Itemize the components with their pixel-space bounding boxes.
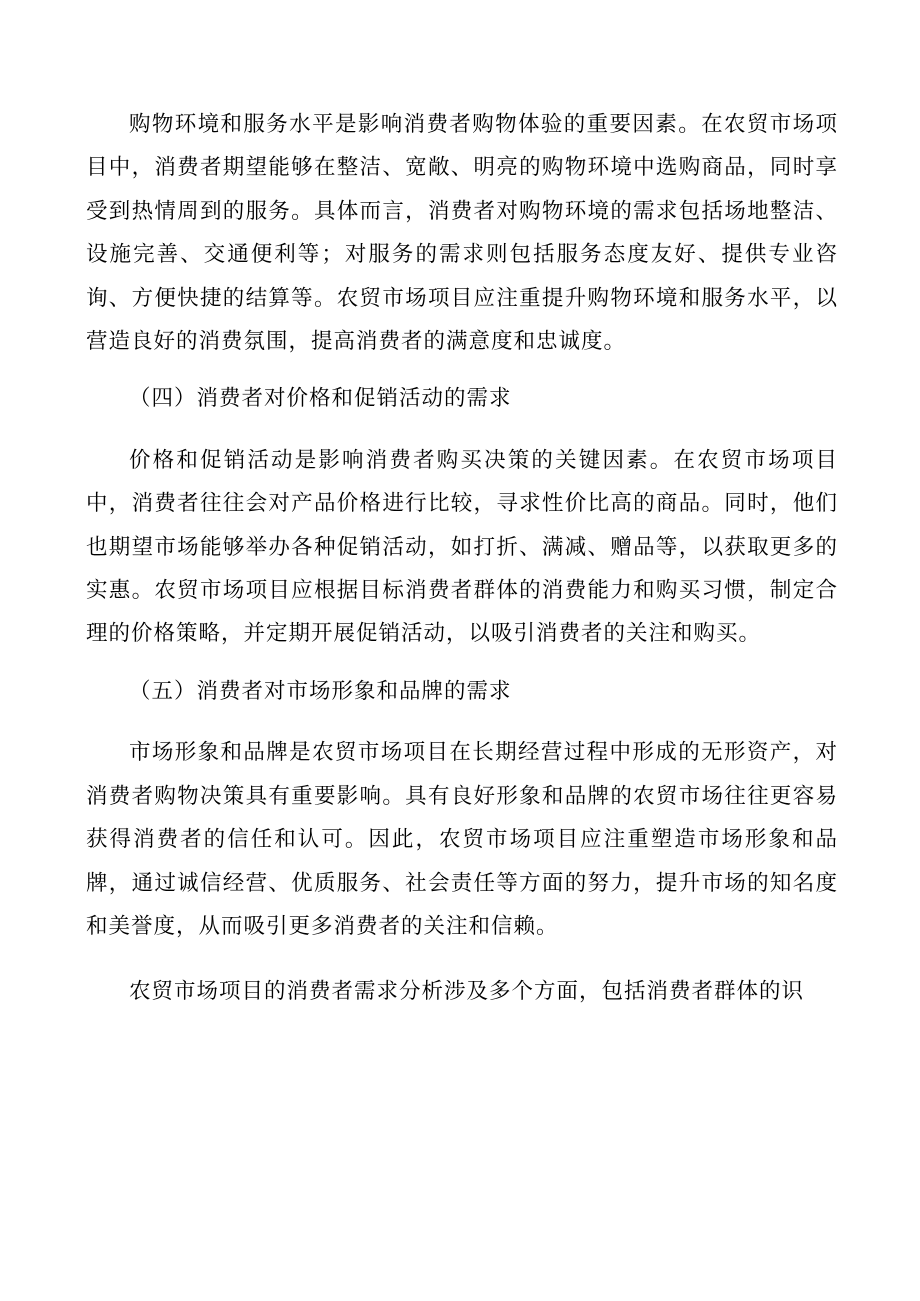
spacer: [86, 713, 838, 731]
paragraph-price-promotion: 价格和促销活动是影响消费者购买决策的关键因素。在农贸市场项目中，消费者往往会对产品价格进行比较，寻求性价比高的商品。同时，他们也期望市场能够举办各种促销活动，如打折、满减、赠品等，以获取更多的实惠。农贸市场项目应根据目标消费者群体的消费能力和购买习惯，制定合理的价格策略，并定期开展促销活动，以吸引消费者的关注和购买。: [86, 447, 838, 647]
spacer: [86, 363, 838, 377]
spacer: [86, 656, 838, 670]
spacer: [86, 421, 838, 439]
document-page: [86, 103, 838, 1014]
section-heading-5: （五）消费者对市场形象和品牌的需求: [129, 678, 512, 704]
paragraph-market-image-brand: 市场形象和品牌是农贸市场项目在长期经营过程中形成的无形资产，对消费者购物决策具有重要影响。具有良好形象和品牌的农贸市场往往更容易获得消费者的信任和认可。因此，农贸市场项目应注重塑造市场形象和品牌，通过诚信经营、优质服务、社会责任等方面的努力，提升市场的知名度和美誉度，从而吸引更多消费者的关注和信赖。: [86, 740, 838, 939]
paragraph-shopping-environment: 购物环境和服务水平是影响消费者购物体验的重要因素。在农贸市场项目中，消费者期望能够在整洁、宽敞、明亮的购物环境中选购商品，同时享受到热情周到的服务。具体而言，消费者对购物环境的需求包括场地整洁、设施完善、交通便利等；对服务的需求则包括服务态度友好、提供专业咨询、方便快捷的结算等。农贸市场项目应注重提升购物环境和服务水平，以营造良好的消费氛围，提高消费者的满意度和忠诚度。: [86, 112, 838, 355]
section-heading-4: （四）消费者对价格和促销活动的需求: [129, 386, 512, 412]
paragraph-summary: 农贸市场项目的消费者需求分析涉及多个方面，包括消费者群体的识: [129, 979, 805, 1005]
spacer: [86, 948, 838, 970]
